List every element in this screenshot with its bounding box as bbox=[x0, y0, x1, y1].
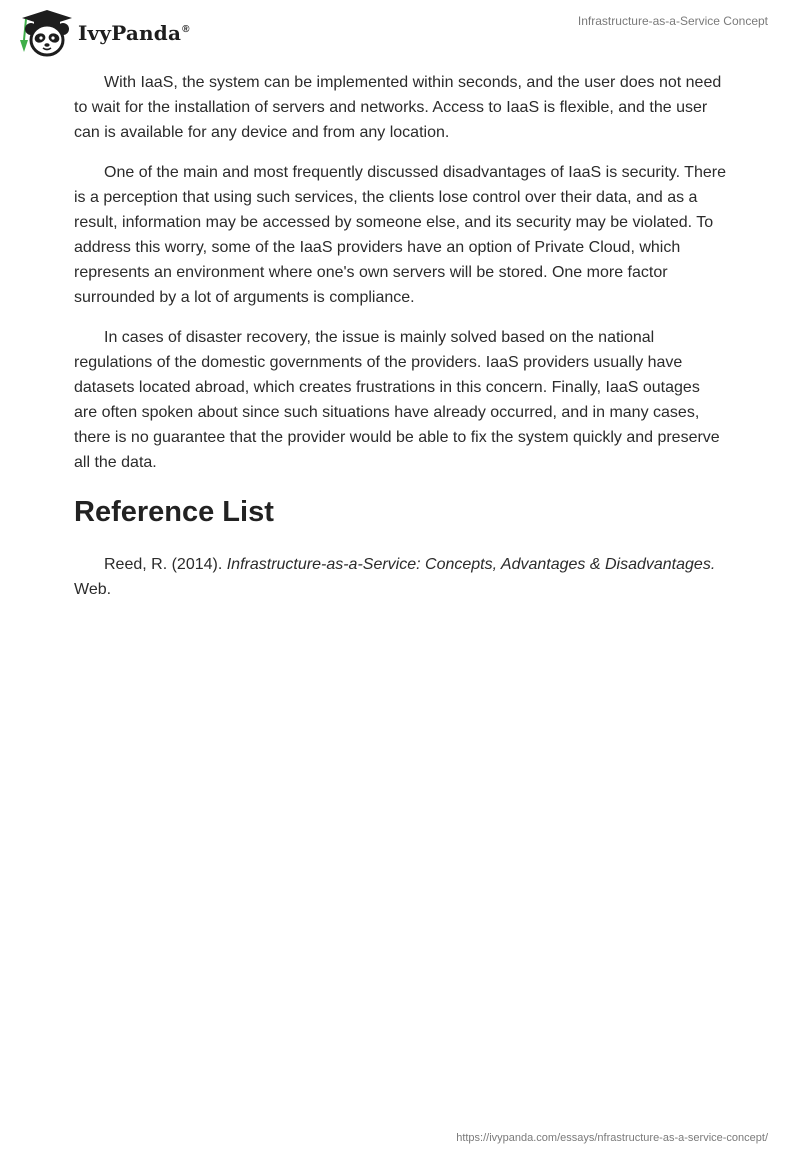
reference-authors: Reed, R. (2014). bbox=[104, 556, 227, 573]
page-header bbox=[0, 0, 800, 64]
reference-list-heading: Reference List bbox=[74, 496, 274, 528]
paragraph-iaas-flexibility: With IaaS, the system can be implemented within seconds, and the user does not need to wait for the installation of servers and networks. Access to IaaS is flexible, and the user can is available for any device and from any location. bbox=[74, 74, 722, 141]
source-url[interactable]: https://ivypanda.com/essays/nfrastructure-as-a-service-concept/ bbox=[456, 1132, 768, 1144]
ivypanda-logo[interactable] bbox=[14, 8, 190, 58]
panda-graduate-icon bbox=[14, 8, 76, 58]
registered-mark: ® bbox=[182, 24, 190, 36]
paragraph-iaas-security: One of the main and most frequently discussed disadvantages of IaaS is security. There is a perception that using such services, the clients lose control over their data, and as a result, information may be accessed by someone else, and its security may be violated. To address this worry, some of the IaaS providers have an option of Private Cloud, which represents an environment where one's own servers will be stored. One more factor surrounded by a lot of arguments is compliance. bbox=[74, 164, 726, 306]
essay-body bbox=[74, 70, 726, 602]
document-title: Infrastructure-as-a-Service Concept bbox=[577, 14, 768, 28]
paragraph-iaas-disaster-recovery: In cases of disaster recovery, the issue is mainly solved based on the national regulations of the domestic governments of the providers. IaaS providers usually have datasets located abroad, which creates frustrations in this concern. Finally, IaaS outages are often spoken about since such situations have already occurred, and in many cases, there is no guarantee that the provider would be able to fix the system quickly and preserve all the data. bbox=[74, 329, 720, 471]
reference-title: Infrastructure-as-a-Service: Concepts, Advantages & Disadvantages. bbox=[226, 556, 716, 573]
brand-name-text: IvyPanda bbox=[78, 21, 182, 45]
reference-suffix: Web. bbox=[74, 581, 112, 598]
brand-name bbox=[78, 21, 190, 45]
reference-entry bbox=[74, 552, 726, 602]
